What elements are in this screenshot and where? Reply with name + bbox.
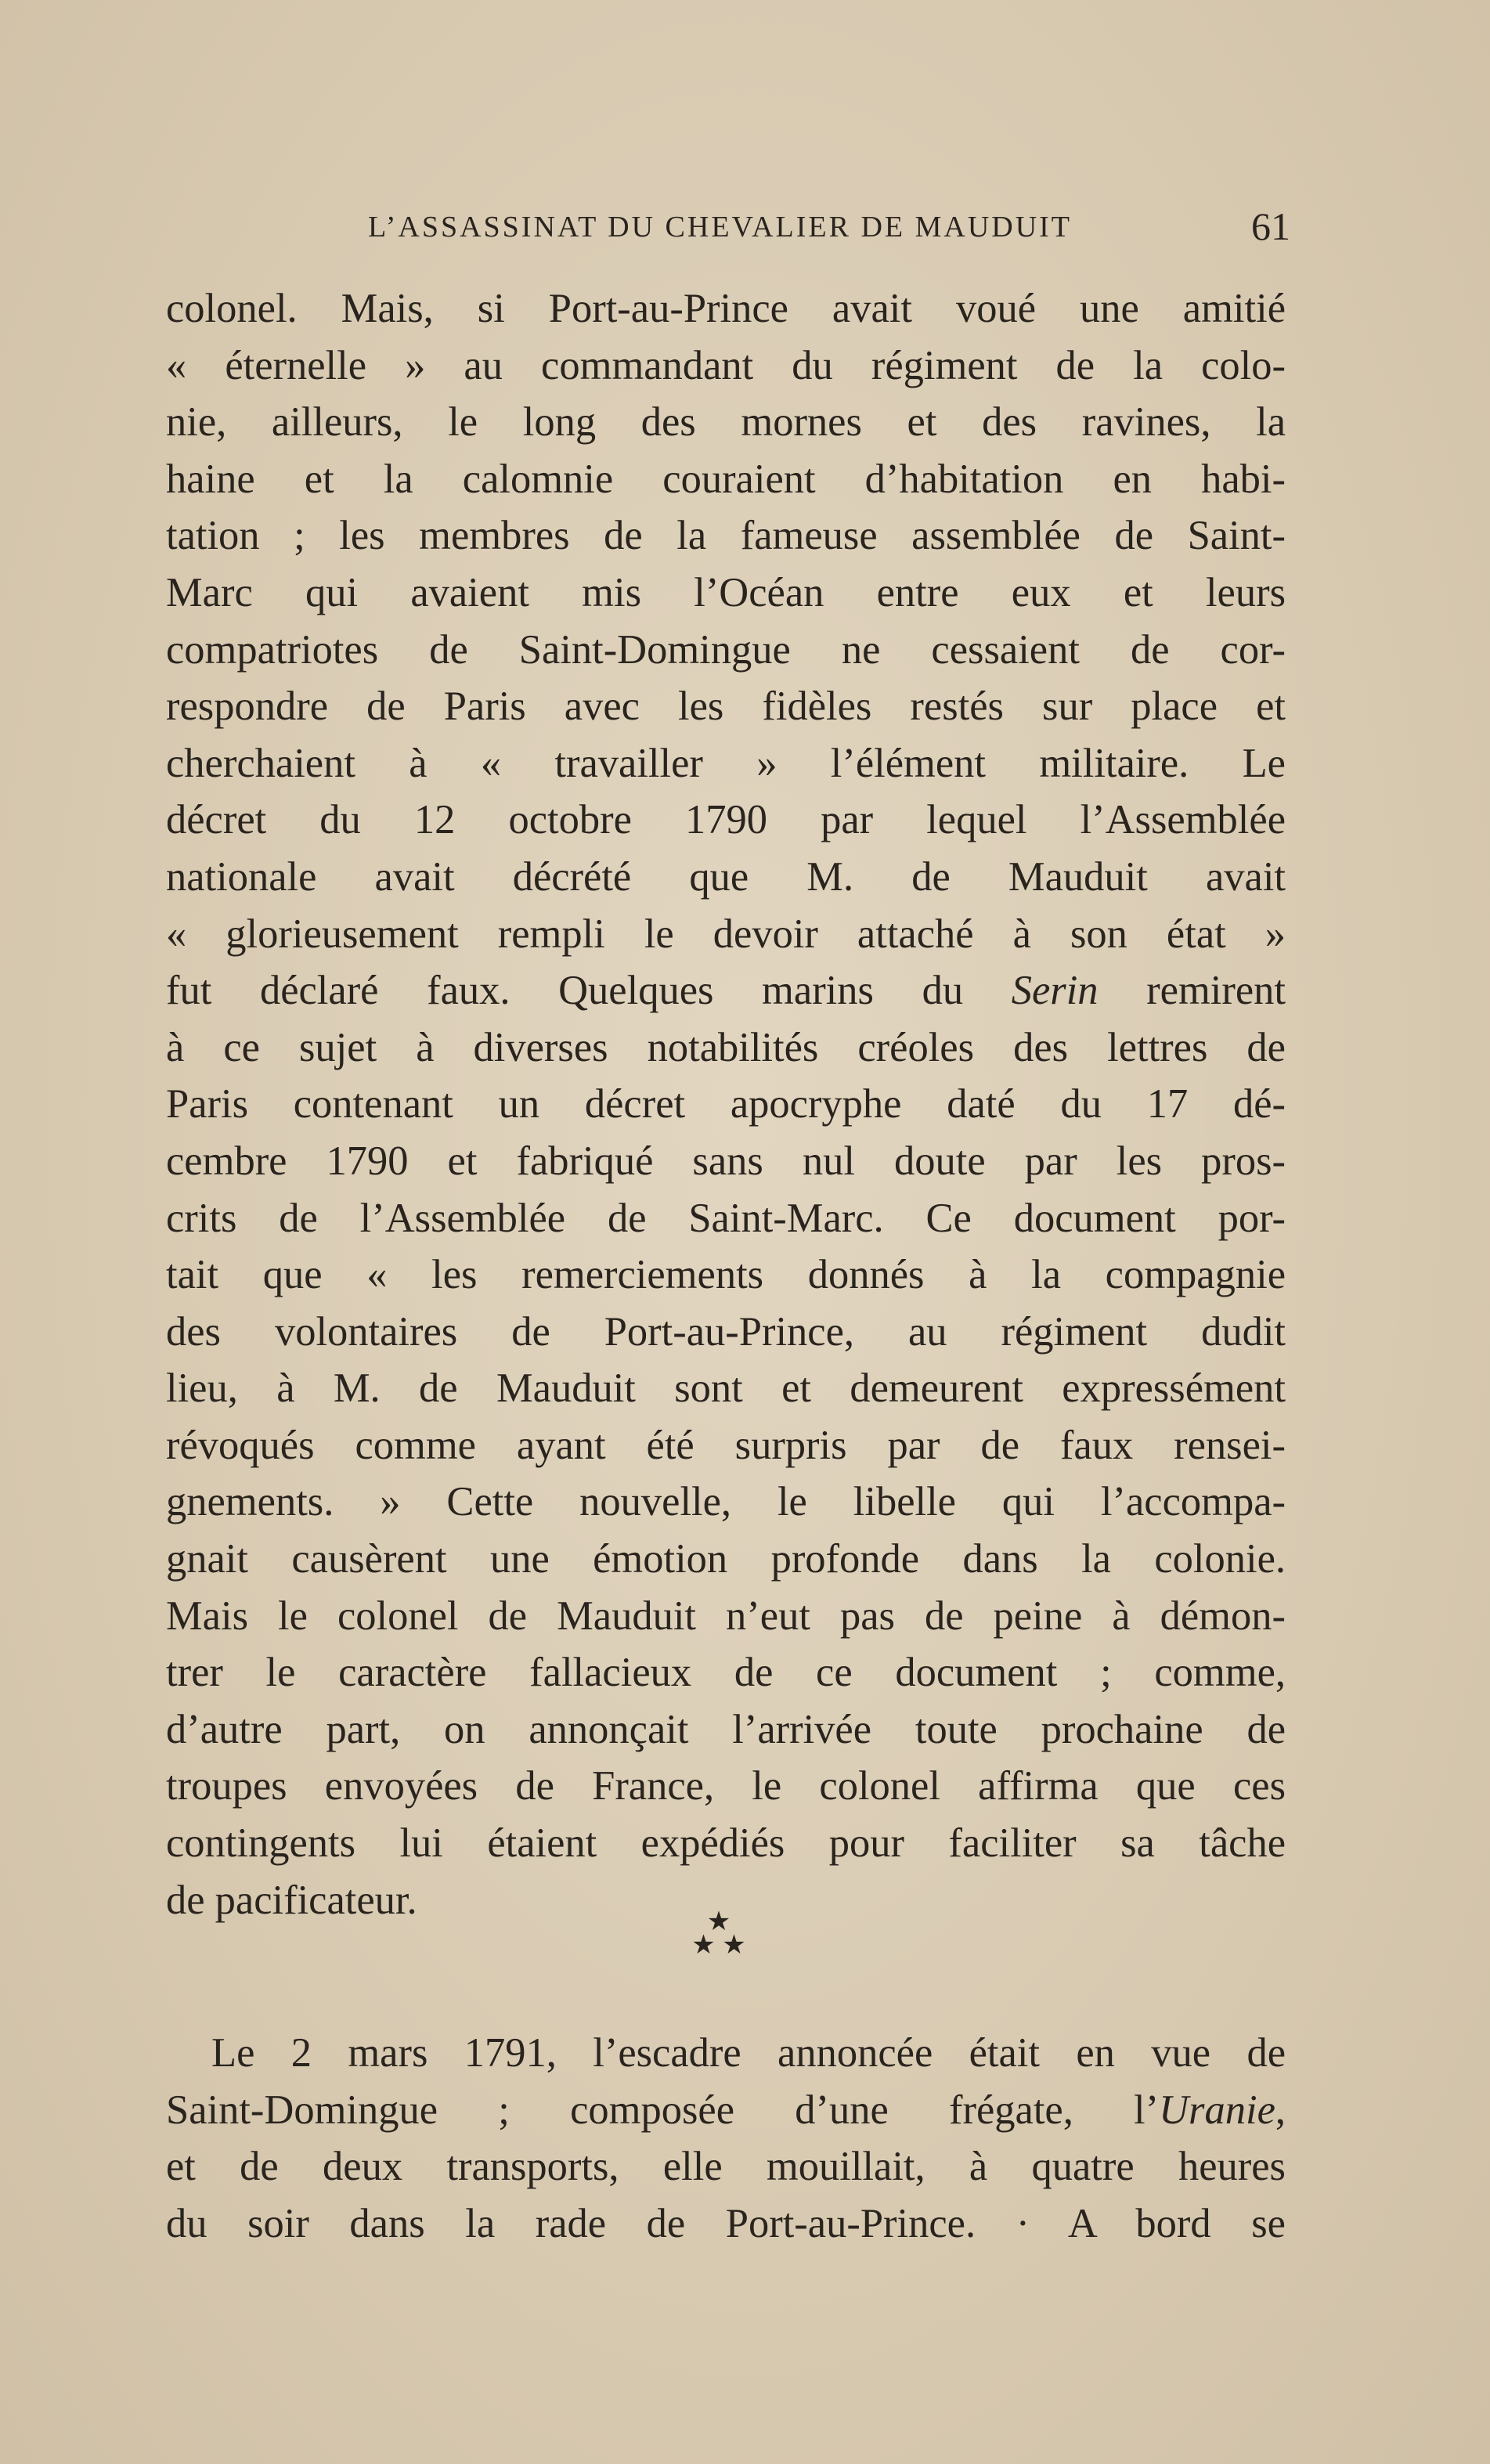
text-line: cherchaient à « travailler » l’élément militaire. Le [166, 740, 1286, 786]
text-line: respondre de Paris avec les fidèles restés sur place et [166, 684, 1286, 730]
asterism-star-top: ★ [706, 1907, 731, 1936]
section-break-asterism [681, 1907, 756, 1960]
page-header [368, 204, 1300, 257]
text-line-with-italic [166, 962, 1286, 1019]
paragraph-1 [166, 280, 1286, 1928]
text-line-with-italic [166, 2082, 1286, 2139]
text-line: Paris contenant un décret apocryphe daté du 17 dé- [166, 1081, 1286, 1127]
text-line: du soir dans la rade de Port-au-Prince. · A bord se [166, 2200, 1286, 2246]
text-segment: , [1275, 2087, 1286, 2133]
text-line: crits de l’Assemblée de Saint-Marc. Ce document por- [166, 1195, 1286, 1241]
text-line: trer le caractère fallacieux de ce document ; comme, [166, 1650, 1286, 1696]
text-line: gnait causèrent une émotion profonde dans la colonie. [166, 1536, 1286, 1582]
text-line: à ce sujet à diverses notabilités créoles des lettres de [166, 1024, 1286, 1070]
text-line: Mais le colonel de Mauduit n’eut pas de peine à démon- [166, 1593, 1286, 1639]
text-line: nie, ailleurs, le long des mornes et des ravines, la [166, 399, 1286, 446]
text-line: Marc qui avaient mis l’Océan entre eux et leurs [166, 569, 1286, 615]
text-line: d’autre part, on annonçait l’arrivée toute prochaine de [166, 1706, 1286, 1752]
text-line: révoqués comme ayant été surpris par de faux rensei- [166, 1422, 1286, 1468]
ship-name-italic: Uranie [1159, 2087, 1275, 2133]
page-number: 61 [1251, 204, 1290, 248]
text-line: « glorieusement rempli le devoir attaché à son état » [166, 911, 1286, 957]
ship-name-italic: Serin [1011, 968, 1099, 1014]
text-line: troupes envoyées de France, le colonel affirma que ces [166, 1763, 1286, 1809]
text-line: décret du 12 octobre 1790 par lequel l’Assemblée [166, 797, 1286, 843]
text-line: contingents lui étaient expédiés pour faciliter sa tâche [166, 1820, 1286, 1867]
text-line: de pacificateur. [166, 1877, 417, 1923]
text-line: et de deux transports, elle mouillait, à quatre heures [166, 2144, 1286, 2190]
text-line: « éternelle » au commandant du régiment de la colo- [166, 342, 1286, 388]
text-line: compatriotes de Saint-Domingue ne cessaient de cor- [166, 626, 1286, 673]
text-line: haine et la calomnie couraient d’habitation en habi- [166, 456, 1286, 502]
text-line: tait que « les remerciements donnés à la compagnie [166, 1252, 1286, 1298]
text-line: cembre 1790 et fabriqué sans nul doute par les pros- [166, 1138, 1286, 1184]
text-line: gnements. » Cette nouvelle, le libelle qui l’accompa- [166, 1479, 1286, 1525]
paragraph-2 [166, 2025, 1286, 2252]
text-line: colonel. Mais, si Port-au-Prince avait voué une amitié [166, 286, 1286, 331]
asterism-stars-bottom: ★ ★ [691, 1931, 746, 1960]
text-line: nationale avait décrété que M. de Mauduit avait [166, 853, 1286, 900]
text-line: des volontaires de Port-au-Prince, au régiment dudit [166, 1308, 1286, 1355]
text-line: lieu, à M. de Mauduit sont et demeurent expressément [166, 1365, 1286, 1412]
text-segment: Saint-Domingue ; composée d’une frégate, l’ [166, 2087, 1160, 2133]
text-segment: fut déclaré faux. Quelques marins du [166, 968, 964, 1014]
text-line: tation ; les membres de la fameuse assemblée de Saint- [166, 513, 1286, 559]
text-line: Le 2 mars 1791, l’escadre annoncée était en vue de [211, 2030, 1286, 2076]
running-head: L’ASSASSINAT DU CHEVALIER DE MAUDUIT [368, 211, 1073, 244]
text-segment: remirent [1146, 968, 1286, 1014]
